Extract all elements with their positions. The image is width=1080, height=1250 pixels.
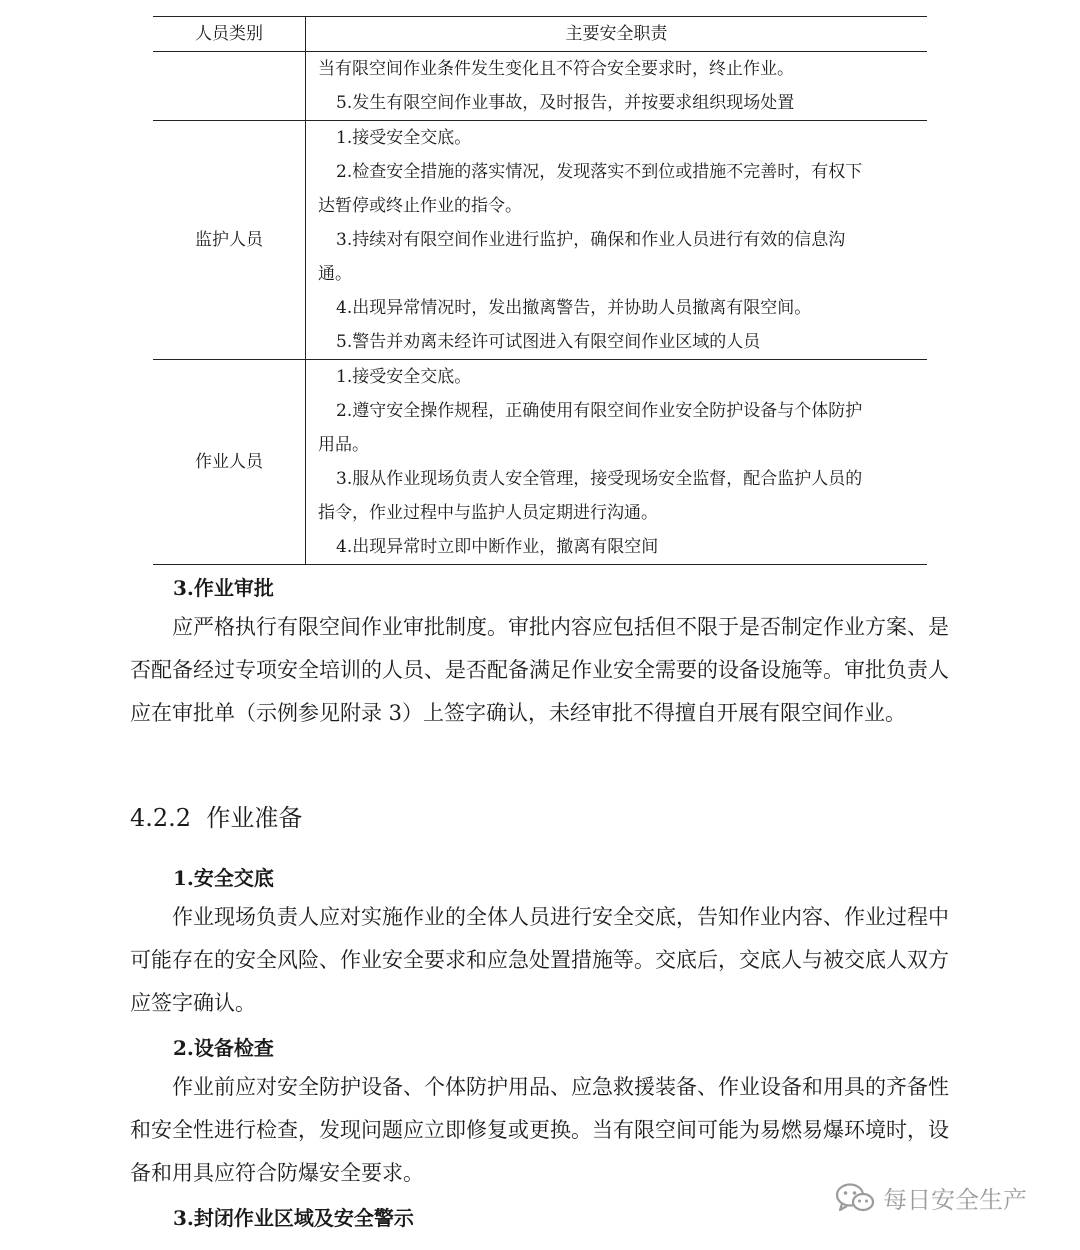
- table-cell-duties: [306, 52, 928, 121]
- prep-item-heading: 1.安全交底: [173, 866, 274, 890]
- duty-line: 用品。: [318, 435, 369, 455]
- duty-line: 3.持续对有限空间作业进行监护，确保和作业人员进行有效的信息沟: [336, 230, 846, 250]
- table-cell-duties: [306, 360, 928, 565]
- duty-line: 2.检查安全措施的落实情况，发现落实不到位或措施不完善时，有权下: [336, 162, 863, 182]
- prep-item-heading: 3.封闭作业区域及安全警示: [173, 1206, 414, 1230]
- duty-line: 2.遵守安全操作规程，正确使用有限空间作业安全防护设备与个体防护: [336, 401, 863, 421]
- table-header-duties: 主要安全职责: [306, 17, 928, 52]
- approval-paragraph-block: [130, 606, 950, 735]
- watermark: [835, 1180, 1027, 1215]
- table-row-monitor: [153, 121, 927, 360]
- duties-table: [153, 16, 927, 565]
- table-cell-duties: [306, 121, 928, 360]
- duty-line: 指令，作业过程中与监护人员定期进行沟通。: [318, 503, 658, 523]
- approval-heading: 3.作业审批: [173, 576, 274, 600]
- duty-line: 通。: [318, 264, 352, 284]
- table-header-category: 人员类别: [153, 17, 306, 52]
- duty-line: 5.警告并劝离未经许可试图进入有限空间作业区域的人员: [336, 332, 761, 352]
- section-title: 作业准备: [206, 804, 303, 832]
- duty-line: 5.发生有限空间作业事故，及时报告，并按要求组织现场处置: [336, 93, 795, 113]
- duty-line: 1.接受安全交底。: [336, 367, 472, 387]
- table-cell-category-empty: [153, 52, 306, 121]
- prep-item-paragraph-block: [130, 1066, 950, 1195]
- section-heading: [130, 798, 302, 833]
- table-row-worker: [153, 360, 927, 565]
- duty-line: 4.出现异常时立即中断作业，撤离有限空间: [336, 537, 659, 557]
- watermark-text: 每日安全生产: [883, 1186, 1027, 1214]
- duty-line: 3.服从作业现场负责人安全管理，接受现场安全监督，配合监护人员的: [336, 469, 863, 489]
- prep-item-paragraph-block: [130, 896, 950, 1025]
- table-cell-category: 监护人员: [153, 121, 306, 360]
- table-cell-category: 作业人员: [153, 360, 306, 565]
- wechat-icon: [835, 1182, 875, 1214]
- duty-line: 达暂停或终止作业的指令。: [318, 196, 522, 216]
- section-number: 4.2.2: [130, 804, 192, 832]
- duty-line: 4.出现异常情况时，发出撤离警告，并协助人员撤离有限空间。: [336, 298, 812, 318]
- duty-line: 当有限空间作业条件发生变化且不符合安全要求时，终止作业。: [318, 59, 794, 79]
- prep-item-paragraph: 作业前应对安全防护设备、个体防护用品、应急救援装备、作业设备和用具的齐备性和安全性进行检查，发现问题应立即修复或更换。当有限空间可能为易燃易爆环境时，设备和用具应符合防爆安全要求。: [130, 1075, 949, 1185]
- prep-item-paragraph: 作业现场负责人应对实施作业的全体人员进行安全交底，告知作业内容、作业过程中可能存在的安全风险、作业安全要求和应急处置措施等。交底后，交底人与被交底人双方应签字确认。: [130, 905, 949, 1015]
- duty-line: 1.接受安全交底。: [336, 128, 472, 148]
- table-row-continuation: [153, 52, 927, 121]
- approval-paragraph: 应严格执行有限空间作业审批制度。审批内容应包括但不限于是否制定作业方案、是否配备经过专项安全培训的人员、是否配备满足作业安全需要的设备设施等。审批负责人应在审批单（示例参见附录 3）上签字确认，未经审批不得擅自开展有限空间作业。: [130, 615, 949, 725]
- prep-item-heading: 2.设备检查: [173, 1036, 274, 1060]
